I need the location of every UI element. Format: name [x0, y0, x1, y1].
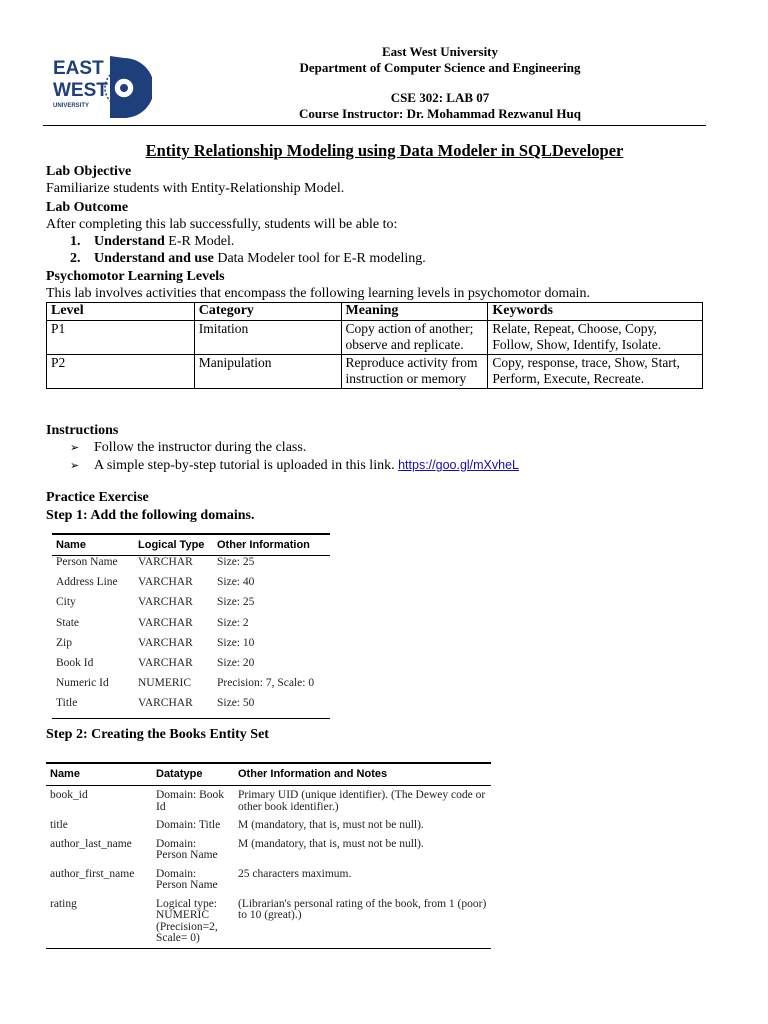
- keywords-cell: Copy, response, trace, Show, Start, Perform, Execute, Recreate.: [488, 354, 703, 388]
- column-header: Level: [47, 303, 195, 321]
- domain-info: Size: 40: [217, 576, 255, 589]
- outcome-item-bold: Understand and use: [94, 251, 214, 266]
- table-row: [46, 816, 491, 835]
- domain-info: Size: 25: [217, 596, 255, 609]
- domain-type: VARCHAR: [138, 596, 193, 609]
- outcome-item-number: 2.: [70, 251, 81, 266]
- domain-name: State: [56, 616, 79, 629]
- column-header: Logical Type: [134, 534, 213, 556]
- logo-text-mid: WEST: [53, 80, 108, 101]
- column-header: Name: [46, 763, 152, 786]
- table-row: [52, 637, 330, 657]
- table-row: [52, 556, 330, 577]
- table-header-row: [47, 303, 703, 321]
- column-header: Category: [194, 303, 341, 321]
- column-header: Keywords: [488, 303, 703, 321]
- level-cell: P1: [47, 320, 195, 354]
- category-cell: Manipulation: [194, 354, 341, 388]
- learning-levels-table: [46, 302, 703, 389]
- meaning-cell: Copy action of another; observe and replicate.: [341, 320, 488, 354]
- outcome-item-number: 1.: [70, 234, 81, 249]
- domain-name: Title: [56, 697, 78, 710]
- attribute-name: book_id: [50, 789, 88, 801]
- step1-heading: Step 1: Add the following domains.: [46, 508, 255, 523]
- table-row: [52, 697, 330, 718]
- attribute-name: title: [50, 819, 68, 831]
- column-header: Meaning: [341, 303, 488, 321]
- attribute-notes: Primary UID (unique identifier). (The Dewey code or other book identifier.): [238, 789, 486, 813]
- domain-name: Book Id: [56, 656, 94, 669]
- course-lab: CSE 302: LAB 07: [390, 90, 490, 105]
- table-row: [52, 596, 330, 616]
- domain-info: Size: 20: [217, 656, 255, 669]
- domain-name: Person Name: [56, 556, 118, 568]
- outcome-item-2: [70, 250, 426, 267]
- attribute-notes: (Librarian's personal rating of the book, from 1 (poor) to 10 (great).): [238, 897, 487, 921]
- outcome-item-1: [70, 233, 234, 250]
- arrow-bullet-icon: ➢: [70, 460, 80, 472]
- domain-type: VARCHAR: [138, 656, 193, 669]
- domain-info: Size: 50: [217, 697, 255, 710]
- category-cell: Imitation: [194, 320, 341, 354]
- domain-name: Numeric Id: [56, 677, 109, 690]
- domain-info: Size: 10: [217, 636, 255, 649]
- attribute-notes: M (mandatory, that is, must not be null).: [238, 819, 424, 831]
- course-instructor: Course Instructor: Dr. Mohammad Rezwanul Huq: [299, 106, 581, 121]
- table-row: [46, 835, 491, 865]
- table-row: [47, 354, 703, 388]
- domain-name: City: [56, 596, 76, 609]
- attribute-notes: 25 characters maximum.: [238, 867, 352, 880]
- table-header-row: [52, 534, 330, 556]
- arrow-bullet-icon: ➢: [70, 442, 80, 454]
- domain-name: Zip: [56, 636, 72, 649]
- domain-type: NUMERIC: [138, 677, 192, 690]
- column-header: Name: [52, 534, 134, 556]
- outcome-item-text: E-R Model.: [164, 234, 235, 249]
- attribute-datatype: Domain: Person Name: [156, 867, 218, 891]
- university-logo: [52, 52, 152, 120]
- objective-heading: Lab Objective: [46, 164, 132, 179]
- table-header-row: [46, 763, 491, 786]
- domain-info: Size: 2: [217, 616, 249, 629]
- attribute-datatype: Logical type: NUMERIC (Precision=2, Scale= 0): [156, 897, 218, 944]
- psychomotor-intro: This lab involves activities that encompass the following learning levels in psychomotor domain.: [46, 286, 590, 301]
- tutorial-link[interactable]: https://goo.gl/mXvheL: [398, 458, 519, 472]
- table-row: [52, 677, 330, 697]
- outcome-heading: Lab Outcome: [46, 200, 129, 215]
- meaning-cell: Reproduce activity from instruction or memory: [341, 354, 488, 388]
- domain-name: Address Line: [56, 576, 118, 589]
- university-name: East West University: [381, 44, 499, 59]
- domain-type: VARCHAR: [138, 697, 193, 710]
- table-row: [47, 320, 703, 354]
- logo-text-top: EAST: [53, 58, 104, 79]
- table-row: [46, 786, 491, 817]
- instruction-item-2: [70, 457, 519, 475]
- outcome-intro: After completing this lab successfully, students will be able to:: [46, 217, 398, 232]
- attribute-name: author_first_name: [50, 867, 135, 880]
- attribute-name: rating: [50, 897, 77, 910]
- attribute-notes: M (mandatory, that is, must not be null).: [238, 837, 424, 850]
- department-name: Department of Computer Science and Engineering: [299, 60, 581, 75]
- instruction-text: Follow the instructor during the class.: [94, 440, 307, 455]
- keywords-cell: Relate, Repeat, Choose, Copy, Follow, Show, Identify, Isolate.: [488, 320, 703, 354]
- attribute-datatype: Domain: Book Id: [156, 789, 225, 813]
- books-entity-table: [46, 762, 491, 949]
- domains-table: [52, 533, 330, 719]
- domain-info: Precision: 7, Scale: 0: [217, 677, 315, 690]
- domain-type: VARCHAR: [138, 616, 193, 629]
- column-header: Other Information and Notes: [234, 763, 491, 786]
- column-header: Other Information: [213, 534, 330, 556]
- attribute-name: author_last_name: [50, 837, 132, 850]
- instruction-text: A simple step-by-step tutorial is uploaded in this link.: [94, 458, 399, 473]
- objective-text: Familiarize students with Entity-Relationship Model.: [46, 181, 345, 196]
- attribute-datatype: Domain: Title: [156, 819, 221, 831]
- domain-type: VARCHAR: [138, 576, 193, 589]
- step2-heading: Step 2: Creating the Books Entity Set: [46, 727, 269, 742]
- outcome-item-text: Data Modeler tool for E-R modeling.: [213, 251, 426, 266]
- practice-heading: Practice Exercise: [46, 490, 149, 505]
- instructions-heading: Instructions: [46, 423, 119, 438]
- table-row: [52, 657, 330, 677]
- table-row: [52, 617, 330, 637]
- outcome-item-bold: Understand: [94, 234, 165, 249]
- table-row: [46, 865, 491, 895]
- level-cell: P2: [47, 354, 195, 388]
- psychomotor-heading: Psychomotor Learning Levels: [46, 269, 225, 284]
- domain-info: Size: 25: [217, 556, 255, 568]
- attribute-datatype: Domain: Person Name: [156, 837, 218, 861]
- logo-text-bot: UNIVERSITY: [53, 103, 90, 109]
- table-row: [46, 895, 491, 949]
- domain-type: VARCHAR: [138, 636, 193, 649]
- page-title: Entity Relationship Modeling using Data Modeler in SQLDeveloper: [145, 141, 624, 160]
- header-divider: [43, 125, 706, 126]
- domain-type: VARCHAR: [138, 556, 193, 568]
- column-header: Datatype: [152, 763, 234, 786]
- table-row: [52, 576, 330, 596]
- instruction-item-1: [70, 439, 306, 457]
